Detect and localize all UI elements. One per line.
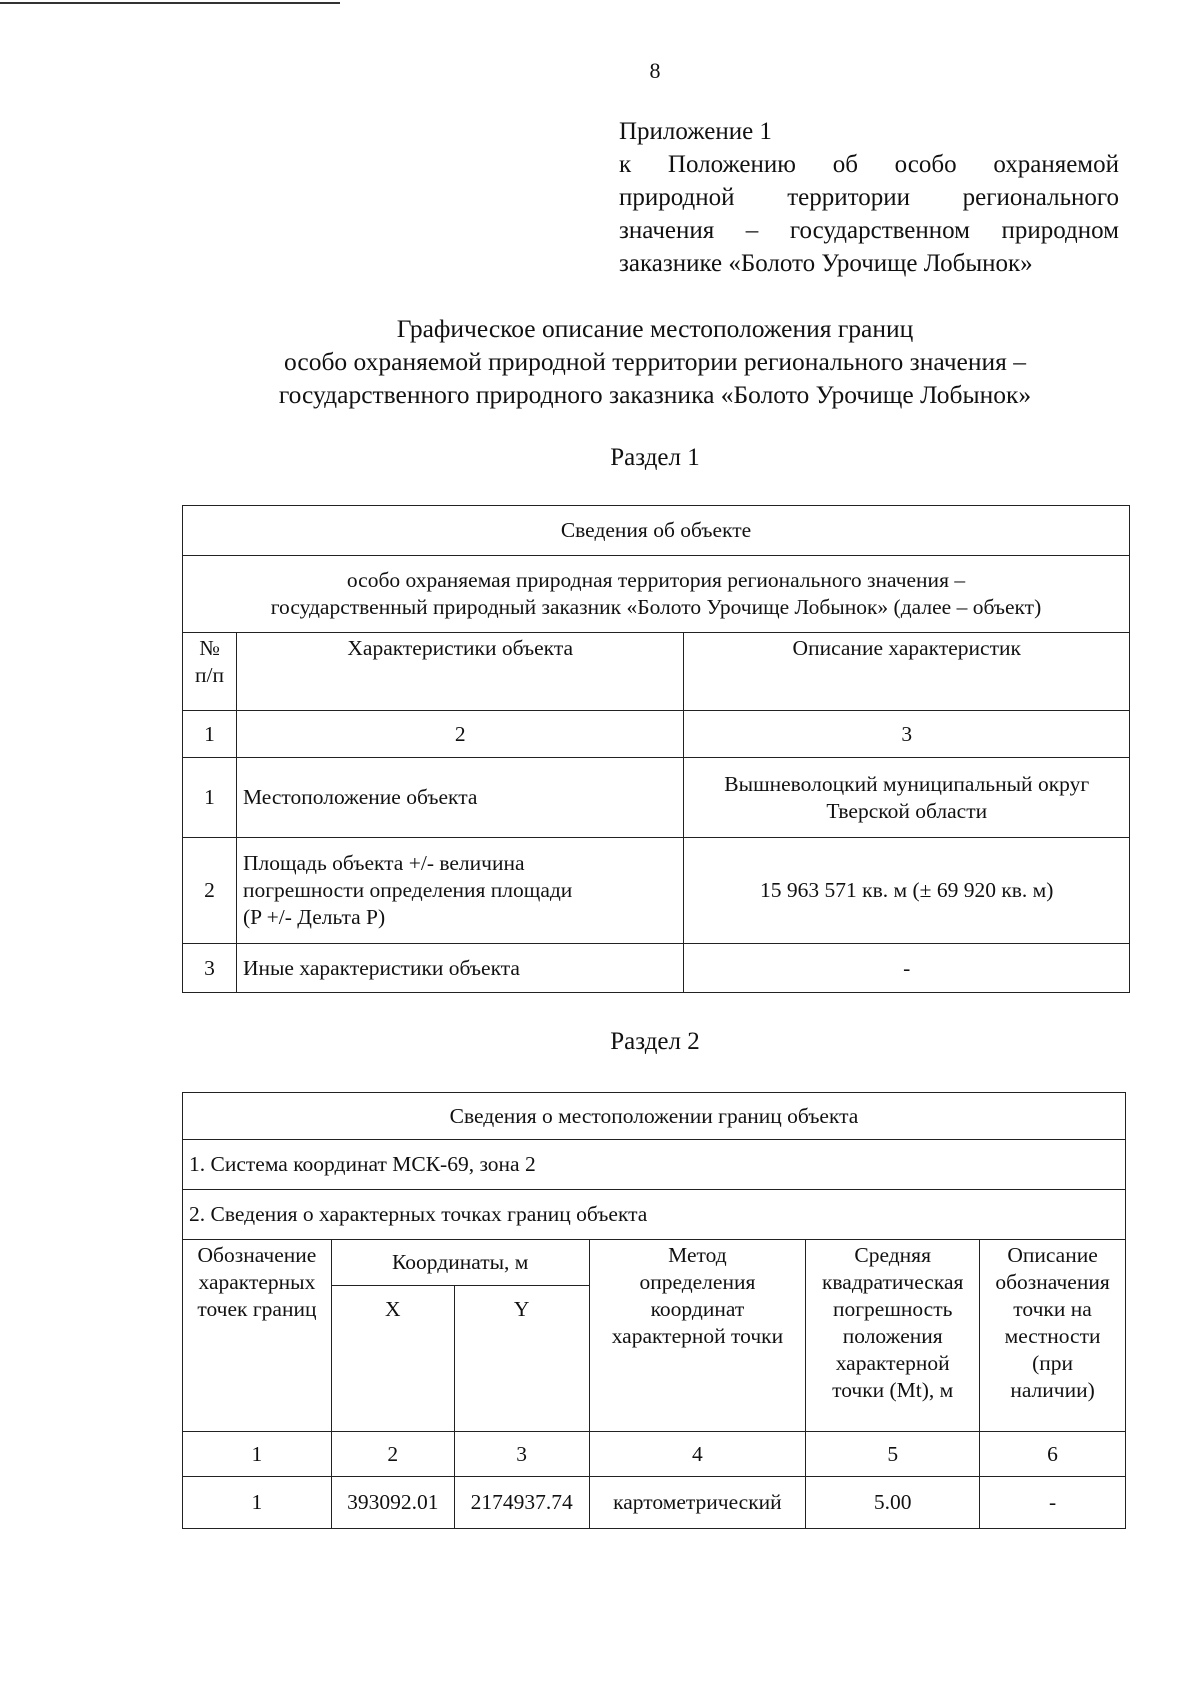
- header-line: точки (Mt), м: [832, 1378, 954, 1402]
- header-line: характерной точки: [611, 1324, 784, 1348]
- header-method: [589, 1240, 806, 1432]
- header-line: характерных: [198, 1270, 316, 1294]
- row-characteristic: [236, 838, 684, 944]
- points-info: 2. Сведения о характерных точках границ объекта: [183, 1190, 1126, 1240]
- mt-value: 5.00: [806, 1477, 980, 1529]
- header-line: определения: [639, 1270, 756, 1294]
- title-line: государственного природного заказника «Болото Урочище Лобынок»: [278, 380, 1032, 409]
- method: картометрический: [589, 1477, 806, 1529]
- row-characteristic-line: погрешности определения площади: [242, 878, 573, 902]
- appendix-line: к Положению об особо охраняемой: [619, 151, 1119, 178]
- column-number: 1: [183, 1432, 332, 1477]
- row-description: 15 963 571 кв. м (± 69 920 кв. м): [684, 838, 1130, 944]
- title-line: Графическое описание местоположения границ: [396, 314, 914, 343]
- table-row: [183, 838, 1130, 944]
- section-2-heading: Раздел 2: [610, 1028, 700, 1055]
- row-num: 2: [183, 838, 237, 944]
- boundary-location-table: [182, 1092, 1126, 1529]
- scan-artifact-line: [0, 2, 340, 4]
- row-characteristic-line: (P +/- Дельта P): [242, 905, 386, 929]
- object-info-title: Сведения об объекте: [183, 506, 1130, 556]
- header-line: наличии): [1010, 1378, 1095, 1402]
- header-num-line: п/п: [194, 663, 224, 687]
- header-num: [183, 633, 237, 711]
- column-number: 2: [331, 1432, 454, 1477]
- boundary-table-title: Сведения о местоположении границ объекта: [183, 1093, 1126, 1140]
- document-title: [0, 312, 1200, 411]
- header-y: Y: [454, 1286, 589, 1432]
- header-line: местности: [1004, 1324, 1101, 1348]
- title-line: особо охраняемой природной территории регионального значения –: [284, 347, 1026, 376]
- coord-x: 393092.01: [331, 1477, 454, 1529]
- coordinate-system: 1. Система координат МСК-69, зона 2: [183, 1140, 1126, 1190]
- point-description: -: [980, 1477, 1126, 1529]
- table-row: [183, 1477, 1126, 1529]
- header-num-line: №: [199, 636, 220, 660]
- header-error: [806, 1240, 980, 1432]
- column-number: 3: [684, 711, 1130, 758]
- header-x: X: [331, 1286, 454, 1432]
- header-line: Средняя: [854, 1243, 931, 1267]
- header-designation: [183, 1240, 332, 1432]
- row-num: 1: [183, 758, 237, 838]
- header-line: погрешность: [832, 1297, 953, 1321]
- header-line: точек границ: [197, 1297, 317, 1321]
- header-line: положения: [842, 1324, 943, 1348]
- header-coordinates: Координаты, м: [331, 1240, 589, 1286]
- header-line: квадратическая: [821, 1270, 964, 1294]
- row-characteristic-line: Площадь объекта +/- величина: [242, 851, 525, 875]
- header-line: Метод: [668, 1243, 727, 1267]
- column-number: 2: [236, 711, 684, 758]
- column-number: 3: [454, 1432, 589, 1477]
- row-characteristic: Иные характеристики объекта: [236, 944, 684, 993]
- row-description: -: [684, 944, 1130, 993]
- appendix-line: значения – государственном природном: [619, 217, 1119, 244]
- header-characteristics: Характеристики объекта: [236, 633, 684, 711]
- object-info-table: [182, 505, 1130, 993]
- appendix-line: заказнике «Болото Урочище Лобынок»: [619, 250, 1033, 277]
- header-line: характерной: [835, 1351, 950, 1375]
- column-number: 4: [589, 1432, 806, 1477]
- section-1-heading: Раздел 1: [610, 444, 700, 471]
- coord-y: 2174937.74: [454, 1477, 589, 1529]
- row-num: 3: [183, 944, 237, 993]
- page-number: 8: [649, 58, 661, 83]
- point-id: 1: [183, 1477, 332, 1529]
- header-line: Обозначение: [197, 1243, 317, 1267]
- column-number: 1: [183, 711, 237, 758]
- column-number: 6: [980, 1432, 1126, 1477]
- row-description: [684, 758, 1130, 838]
- table-row: [183, 944, 1130, 993]
- header-line: обозначения: [995, 1270, 1110, 1294]
- header-description: Описание характеристик: [684, 633, 1130, 711]
- header-line: координат: [650, 1297, 745, 1321]
- appendix-line: природной территории регионального: [619, 184, 1119, 211]
- object-name-line: особо охраняемая природная территория регионального значения –: [346, 568, 966, 592]
- row-characteristic: Местоположение объекта: [236, 758, 684, 838]
- row-description-line: Тверской области: [826, 798, 988, 823]
- column-number: 5: [806, 1432, 980, 1477]
- table-row: [183, 758, 1130, 838]
- header-point-description: [980, 1240, 1126, 1432]
- appendix-block: [619, 115, 1119, 280]
- appendix-line: Приложение 1: [619, 118, 772, 145]
- header-line: (при: [1032, 1351, 1074, 1375]
- object-name-line: государственный природный заказник «Болото Урочище Лобынок» (далее – объект): [270, 595, 1042, 619]
- object-name-cell: [183, 556, 1130, 633]
- header-line: точки на: [1013, 1297, 1092, 1321]
- header-line: Описание: [1007, 1243, 1098, 1267]
- row-description-line: Вышневолоцкий муниципальный округ: [724, 771, 1090, 796]
